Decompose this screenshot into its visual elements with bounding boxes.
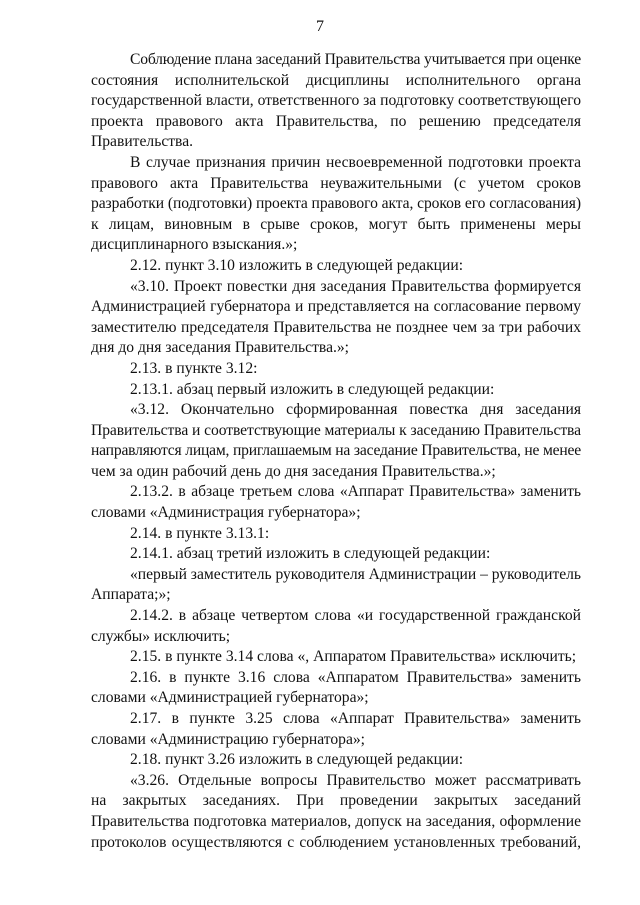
text-line: Правительства и соответствующие материалы к заседанию Правительства — [91, 421, 581, 439]
text-line: дня до дня заседания Правительства.»; — [91, 339, 350, 357]
text-line: «3.10. Проект повестки дня заседания Правительства формируется — [130, 277, 581, 295]
text-line: государственной власти, ответственного за подготовку соответствующего — [91, 92, 581, 110]
text-line: заместителю председателя Правительства не позднее чем за три рабочих — [91, 318, 581, 336]
text-line: состояния исполнительской дисциплины исполнительного органа — [91, 71, 581, 89]
text-line: правового акта Правительства неуважительными (с учетом сроков — [91, 174, 581, 192]
text-line: проекта правового акта Правительства, по решению председателя — [91, 112, 581, 130]
text-line: Аппарата;»; — [91, 586, 171, 604]
page-number: 7 — [316, 18, 324, 35]
text-line: 2.13.2. в абзаце третьем слова «Аппарат Правительства» заменить — [130, 483, 581, 501]
text-line: 2.14.1. абзац третий изложить в следующей редакции: — [130, 545, 491, 563]
text-line: Администрацией губернатора и представляется на согласование первому — [91, 298, 581, 316]
text-line: словами «Администрацию губернатора»; — [91, 730, 366, 748]
text-line: 2.13.1. абзац первый изложить в следующей редакции: — [130, 380, 495, 398]
text-line: «3.26. Отдельные вопросы Правительство может рассматривать — [130, 771, 581, 789]
text-line: разработки (подготовки) проекта правового акта, сроков его согласования) — [91, 195, 581, 213]
text-line: на закрытых заседаниях. При проведении закрытых заседаний — [91, 792, 581, 810]
text-line: 2.14. в пункте 3.13.1: — [130, 524, 270, 542]
text-line: 2.14.2. в абзаце четвертом слова «и государственной гражданской — [130, 607, 581, 625]
text-line: словами «Администрация губернатора»; — [91, 504, 361, 522]
text-line: дисциплинарного взыскания.»; — [91, 236, 298, 254]
text-line: к лицам, виновным в срыве сроков, могут быть применены меры — [91, 215, 581, 233]
text-line: В случае признания причин несвоевременной подготовки проекта — [130, 153, 581, 171]
text-line: службы» исключить; — [91, 627, 231, 645]
text-line: чем за один рабочий день до дня заседания Правительства.»; — [91, 462, 496, 480]
text-line: направляются лицам, приглашаемым на заседание Правительства, не менее — [91, 442, 581, 460]
text-line: 2.17. в пункте 3.25 слова «Аппарат Правительства» заменить — [130, 710, 581, 727]
text-line: 2.15. в пункте 3.14 слова «, Аппаратом Правительства» исключить; — [130, 648, 577, 666]
text-line: 2.16. в пункте 3.16 слова «Аппаратом Правительства» заменить — [130, 668, 581, 686]
text-line: протоколов осуществляются с соблюдением установленных требований, — [91, 833, 581, 851]
text-line: 2.13. в пункте 3.12: — [130, 359, 258, 377]
text-line: Правительства подготовка материалов, допуск на заседания, оформление — [91, 812, 581, 830]
text-line: Правительства. — [91, 133, 194, 151]
text-line: 2.18. пункт 3.26 изложить в следующей редакции: — [130, 751, 464, 769]
document-body — [91, 50, 581, 853]
text-line: Соблюдение плана заседаний Правительства учитывается при оценке — [130, 51, 581, 68]
text-line: «3.12. Окончательно сформированная повестка дня заседания — [130, 401, 581, 419]
text-line: словами «Администрацией губернатора»; — [91, 689, 369, 707]
text-line: 2.12. пункт 3.10 изложить в следующей редакции: — [130, 256, 464, 274]
text-line: «первый заместитель руководителя Администрации – руководитель — [130, 565, 581, 583]
